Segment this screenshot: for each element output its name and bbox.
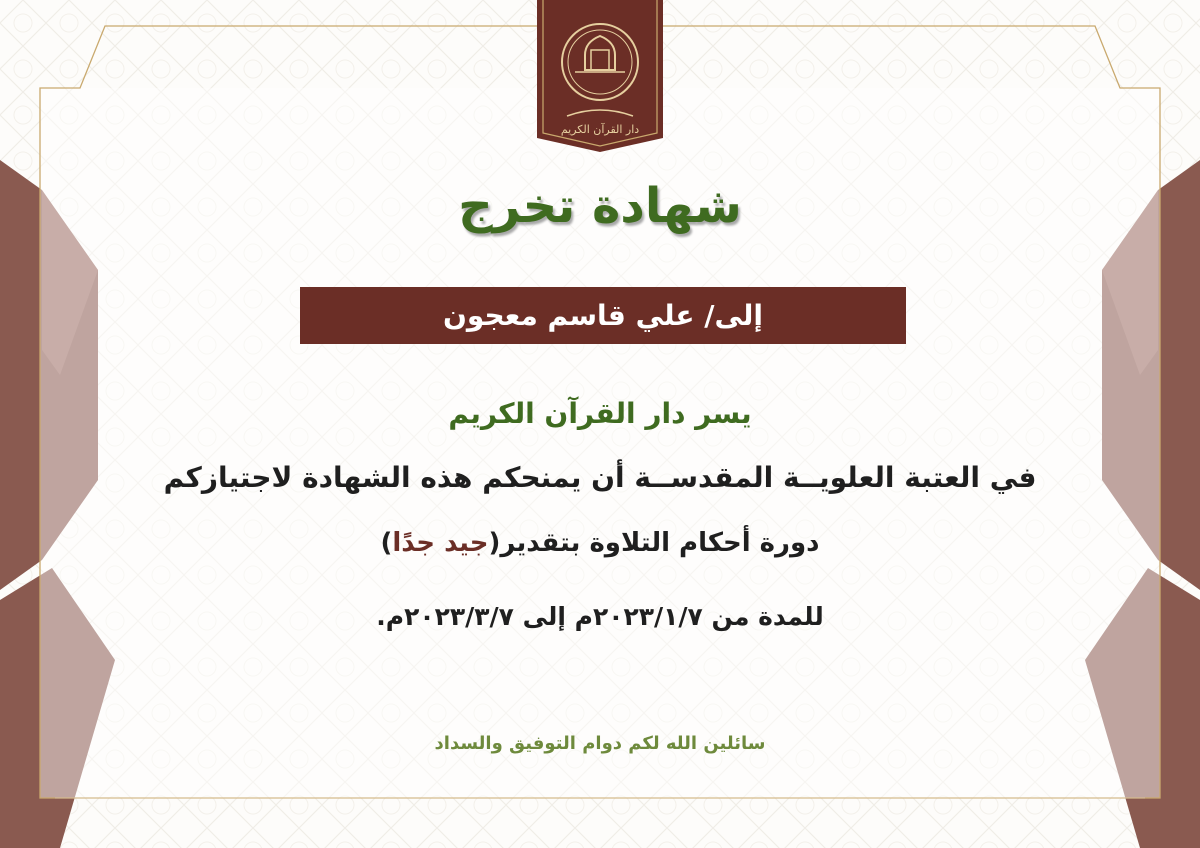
grade-value: جيد جدًا	[392, 528, 489, 558]
grade-open-paren: (	[488, 528, 501, 558]
intro-line: يسر دار القرآن الكريم	[448, 397, 752, 430]
certificate-title: شهادة تخرج	[458, 178, 742, 234]
period-line: للمدة من ٢٠٢٣/١/٧م إلى ٢٠٢٣/٣/٧م.	[376, 602, 824, 631]
course-name: دورة أحكام التلاوة بتقدير	[500, 528, 820, 558]
award-statement-line: في العتبة العلويــة المقدســة أن يمنحكم هذه الشهادة لاجتيازكم	[163, 461, 1037, 494]
grade-close-paren: )	[380, 528, 393, 558]
course-grade-line	[0, 528, 1200, 558]
emblem-caption: دار القرآن الكريم	[560, 123, 640, 136]
shrine-seal-icon	[537, 0, 663, 152]
closing-line: سائلين الله لكم دوام التوفيق والسداد	[434, 733, 766, 754]
recipient-name-bar: إلى/ علي قاسم معجون	[300, 287, 906, 344]
